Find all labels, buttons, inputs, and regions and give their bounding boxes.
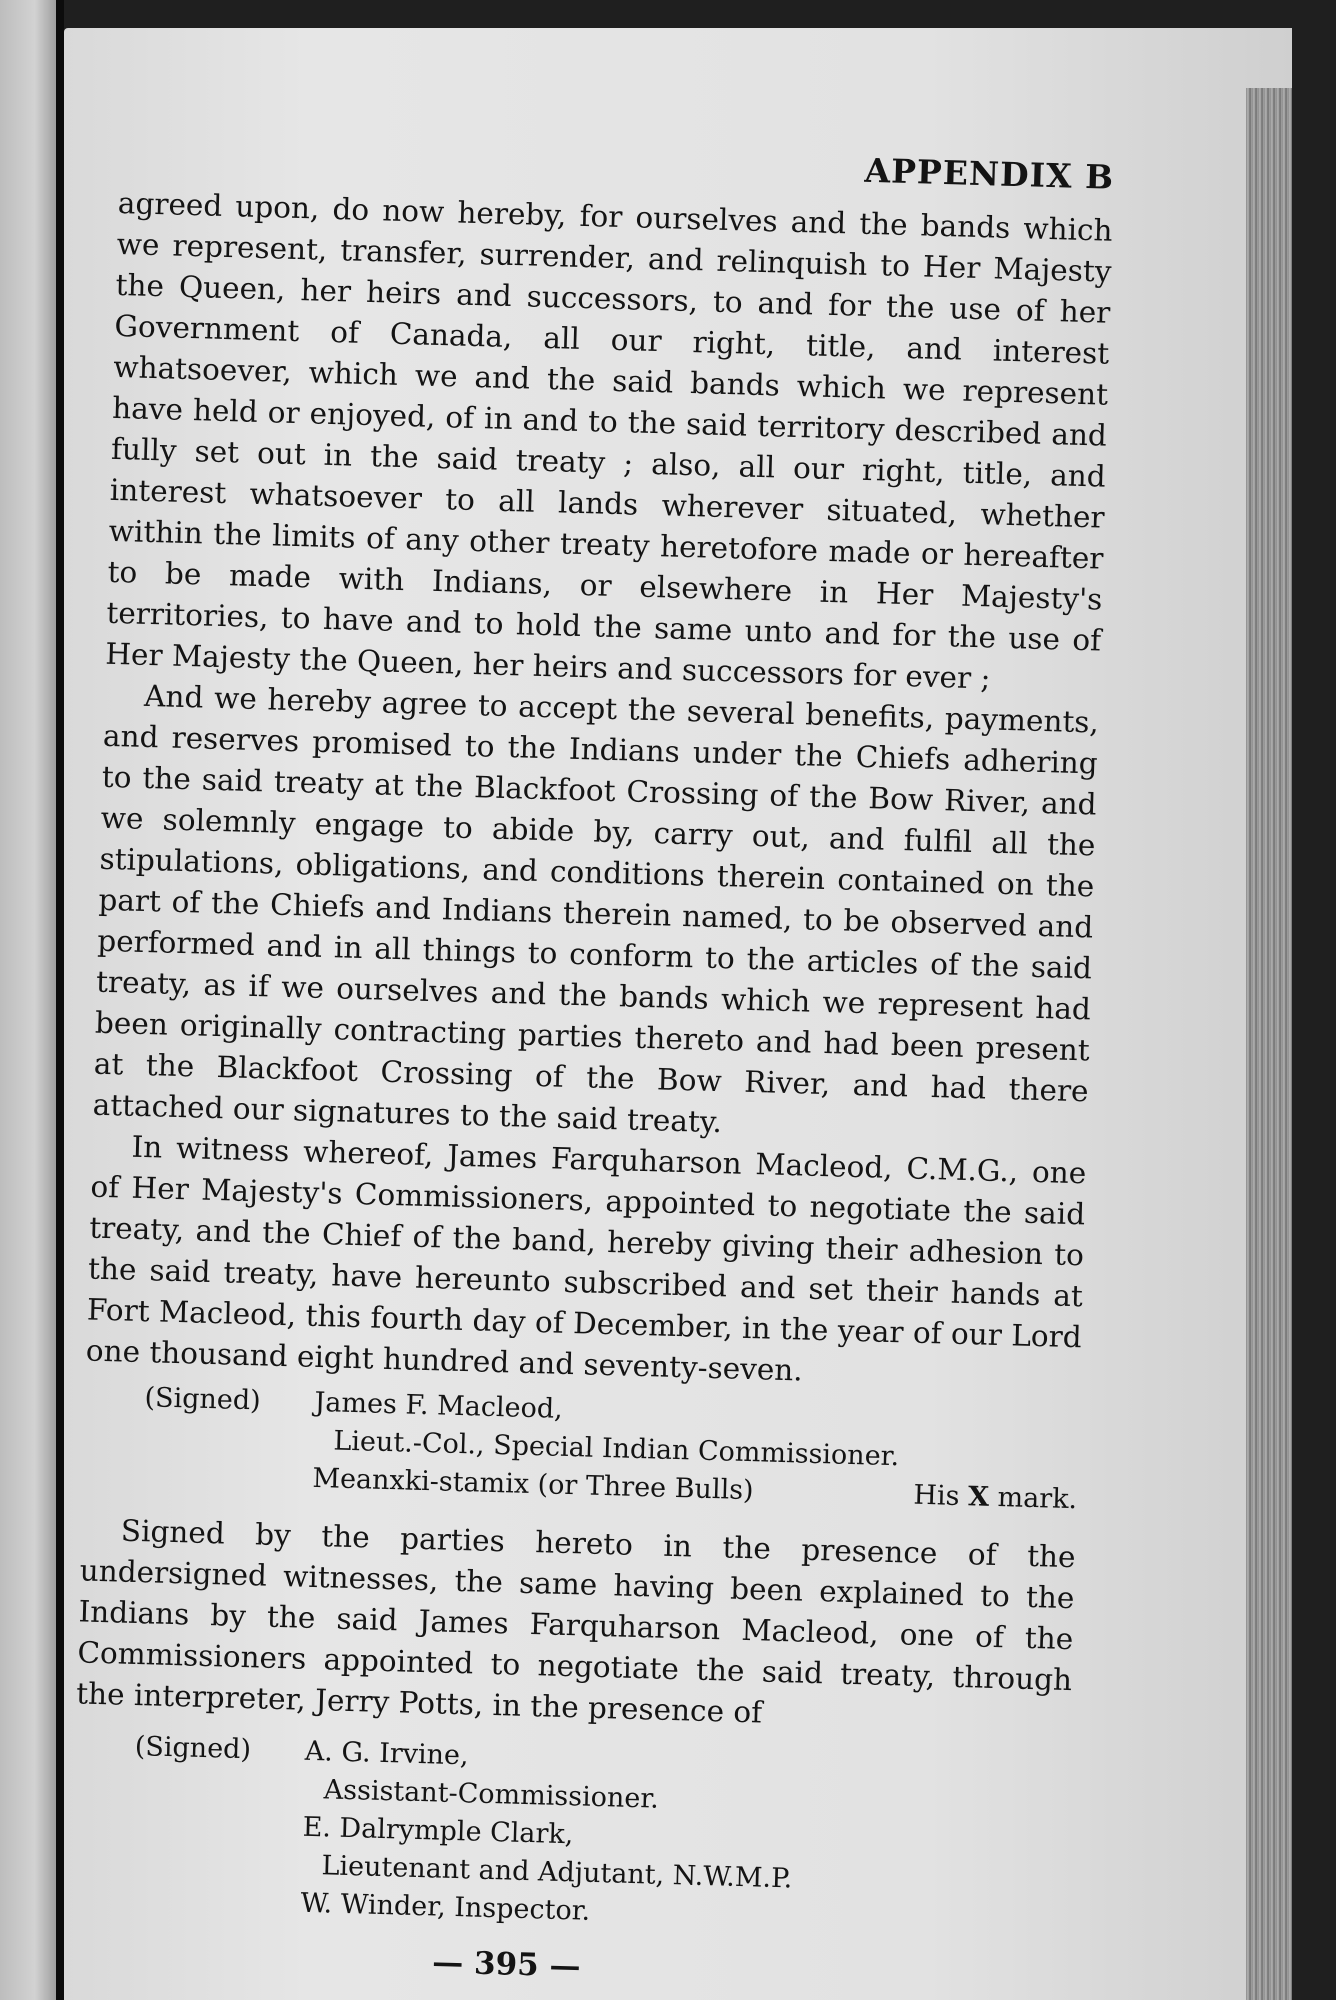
witness-name-irvine: A. G. Irvine,: [304, 1735, 470, 1772]
signatory-title-macleod: Lieut.-Col., Special Indian Commissioner.: [333, 1425, 900, 1473]
running-head: APPENDIX B: [864, 150, 1115, 197]
mark-x: X: [967, 1481, 990, 1513]
book-gutter: [56, 0, 64, 2000]
witness-title-clark: Lieutenant and Adjutant, N.W.M.P.: [321, 1850, 793, 1895]
page-stack-edges: [1246, 88, 1292, 2000]
page-content: [69, 130, 1115, 1998]
witness-name-winder: W. Winder, Inspector.: [300, 1887, 591, 1927]
his-mark: [913, 1477, 1078, 1520]
signatory-name-macleod: James F. Macleod,: [314, 1386, 564, 1425]
witness-title-irvine: Assistant-Commissioner.: [323, 1774, 660, 1815]
facing-page-edge: [0, 0, 58, 2000]
signed-label: (Signed): [144, 1382, 262, 1417]
signature-block: [82, 1378, 1080, 1520]
paragraph-1: agreed upon, do now hereby, for ourselves and the bands which we represent, transfer, surrender, and relinquish to Her Majesty the Queen, her heirs and successors, to and for the use of her Government of Canada, all our right, title, and interest whatsoever, which we and the said bands which we represent have held or enjoyed, of in and to the said territory described and fully set out in the said treaty ; also, all our right, title, and interest whatsoever to all lands wherever situated, whether within the limits of any other treaty heretofore made or hereafter to be made with Indians, or elsewhere in Her Majesty's territories, to have and to hold the same unto and for the use of Her Majesty the Queen, her heirs and successors for ever ;: [104, 185, 1114, 696]
witness-signed-label: (Signed): [134, 1731, 252, 1766]
witness-paragraph: Signed by the parties hereto in the presence of the undersigned witnesses, the same having been explained to the Indians by the said James Farquharson Macleod, one of the Commissioners appointed to negotiate the said treaty, through the interpreter, Jerry Potts, in the presence of: [75, 1513, 1076, 1730]
witness-block: [70, 1726, 1070, 1944]
mark-suffix: mark.: [997, 1482, 1078, 1516]
page-number: — 395 —: [431, 1944, 582, 1985]
paragraph-3: In witness whereof, James Farquharson Macleod, C.M.G., one of Her Majesty's Commissioners, appointed to negotiate the said treaty, and the Chief of the band, hereby giving their adhesion to the said treaty, have hereunto subscribed and set their hands at Fort Macleod, this fourth day of December, in the year of our Lord one thousand eight hundred and seventy-seven.: [85, 1129, 1087, 1388]
signatory-name-three-bulls: Meanxki-stamix (or Three Bulls): [311, 1462, 755, 1507]
paragraph-2: And we hereby agree to accept the several benefits, payments, and reserves promised to the Indians under the Chiefs adhering to the said treaty at the Blackfoot Crossing of the Bow River, and we solemnly engage to abide by, carry out, and fulfil all the stipulations, obligations, and conditions therein contained on the part of the Chiefs and Indians therein named, to be observed and performed and in all things to conform to the articles of the said treaty, as if we ourselves and the bands which we represent had been originally contracting parties thereto and had been present at the Blackfoot Crossing of the Bow River, and had there attached our signatures to the said treaty.: [92, 678, 1100, 1140]
mark-prefix: His: [913, 1479, 960, 1512]
witness-name-clark: E. Dalrymple Clark,: [302, 1811, 574, 1851]
